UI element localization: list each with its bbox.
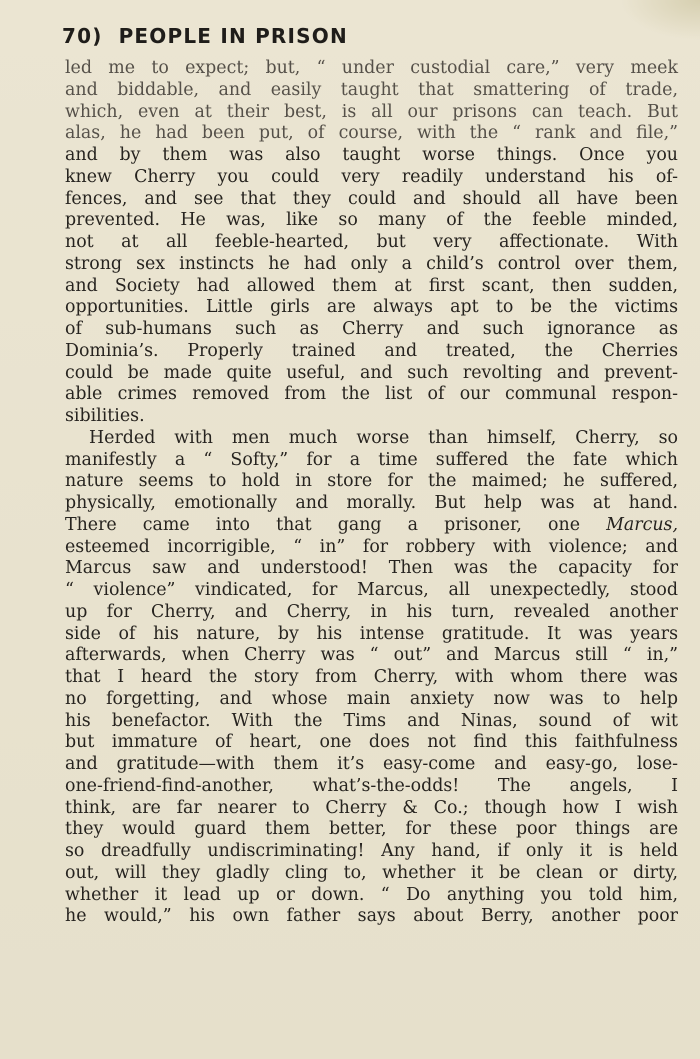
text-segment: There came into that gang a prisoner, one — [65, 514, 581, 535]
paragraph-end-line: sibilities. — [65, 406, 145, 426]
text-line: knew Cherry you could very readily understand his of- — [65, 166, 678, 187]
text-line — [65, 515, 678, 537]
text-line: physically, emotionally and morally. But help was at hand. — [65, 493, 678, 513]
text-line: so dreadfully undiscriminating! Any hand, if only it is held — [65, 841, 678, 861]
text-line: but immature of heart, one does not find this faithfulness — [65, 732, 678, 753]
text-line: that I heard the story from Cherry, with whom there was — [65, 667, 678, 687]
text-line: manifestly a “ Softy,” for a time suffered the fate which — [65, 449, 678, 470]
text-line: think, are far nearer to Cherry & Co.; though how I wish — [65, 797, 678, 818]
text-line: opportunities. Little girls are always apt to be the victims — [65, 297, 678, 318]
text-line: Dominia’s. Properly trained and treated, the Cherries — [65, 340, 678, 361]
text-line: prevented. He was, like so many of the feeble minded, — [65, 210, 678, 231]
text-line: could be made quite useful, and such revolting and prevent- — [65, 362, 678, 383]
running-title: PEOPLE IN PRISON — [118, 24, 348, 48]
text-line: out, will they gladly cling to, whether it be clean or dirty, — [65, 862, 678, 883]
text-line: his benefactor. With the Tims and Ninas, sound of wit — [65, 710, 678, 731]
page-body — [65, 58, 678, 928]
text-line: one-friend-find-another, what’s-the-odds! The angels, I — [65, 775, 678, 796]
text-line: side of his nature, by his intense gratitude. It was years — [65, 623, 678, 644]
text-line: alas, he had been put, of course, with the “ rank and file,” — [65, 123, 678, 144]
text-line: Marcus saw and understood! Then was the capacity for — [65, 558, 678, 579]
text-line: “ violence” vindicated, for Marcus, all unexpectedly, stood — [65, 580, 678, 600]
text-line: afterwards, when Cherry was “ out” and Marcus still “ in,” — [65, 645, 678, 666]
running-header — [62, 24, 348, 48]
text-line: strong sex instincts he had only a child’s control over them, — [65, 253, 678, 274]
italic-name: Marcus, — [606, 514, 679, 535]
text-line: not at all feeble-hearted, but very affectionate. With — [65, 232, 678, 252]
page-number: 70) — [62, 24, 103, 48]
text-line: which, even at their best, is all our prisons can teach. But — [65, 101, 678, 122]
text-line: no forgetting, and whose main anxiety now was to help — [65, 688, 678, 709]
text-line: and Society had allowed them at first scant, then sudden, — [65, 275, 678, 296]
text-line: led me to expect; but, “ under custodial care,” very meek — [65, 58, 678, 78]
page-stain — [620, 0, 700, 40]
text-line: he would,” his own father says about Berry, another poor — [65, 906, 678, 927]
text-line: up for Cherry, and Cherry, in his turn, revealed another — [65, 601, 678, 622]
text-line: whether it lead up or down. “ Do anything you told him, — [65, 884, 678, 905]
text-line: and gratitude—with them it’s easy-come and easy-go, lose- — [65, 754, 678, 774]
text-line: of sub-humans such as Cherry and such ignorance as — [65, 319, 678, 339]
paragraph-start-line: Herded with men much worse than himself, Cherry, so — [89, 427, 678, 448]
text-line: fences, and see that they could and should all have been — [65, 188, 678, 209]
text-line: and by them was also taught worse things. Once you — [65, 145, 678, 165]
text-line: able crimes removed from the list of our communal respon- — [65, 384, 678, 405]
text-line: they would guard them better, for these poor things are — [65, 819, 678, 840]
text-line: esteemed incorrigible, “ in” for robbery with violence; and — [65, 536, 678, 557]
text-line: and biddable, and easily taught that smattering of trade, — [65, 79, 678, 100]
text-line: nature seems to hold in store for the maimed; he suffered, — [65, 471, 678, 492]
